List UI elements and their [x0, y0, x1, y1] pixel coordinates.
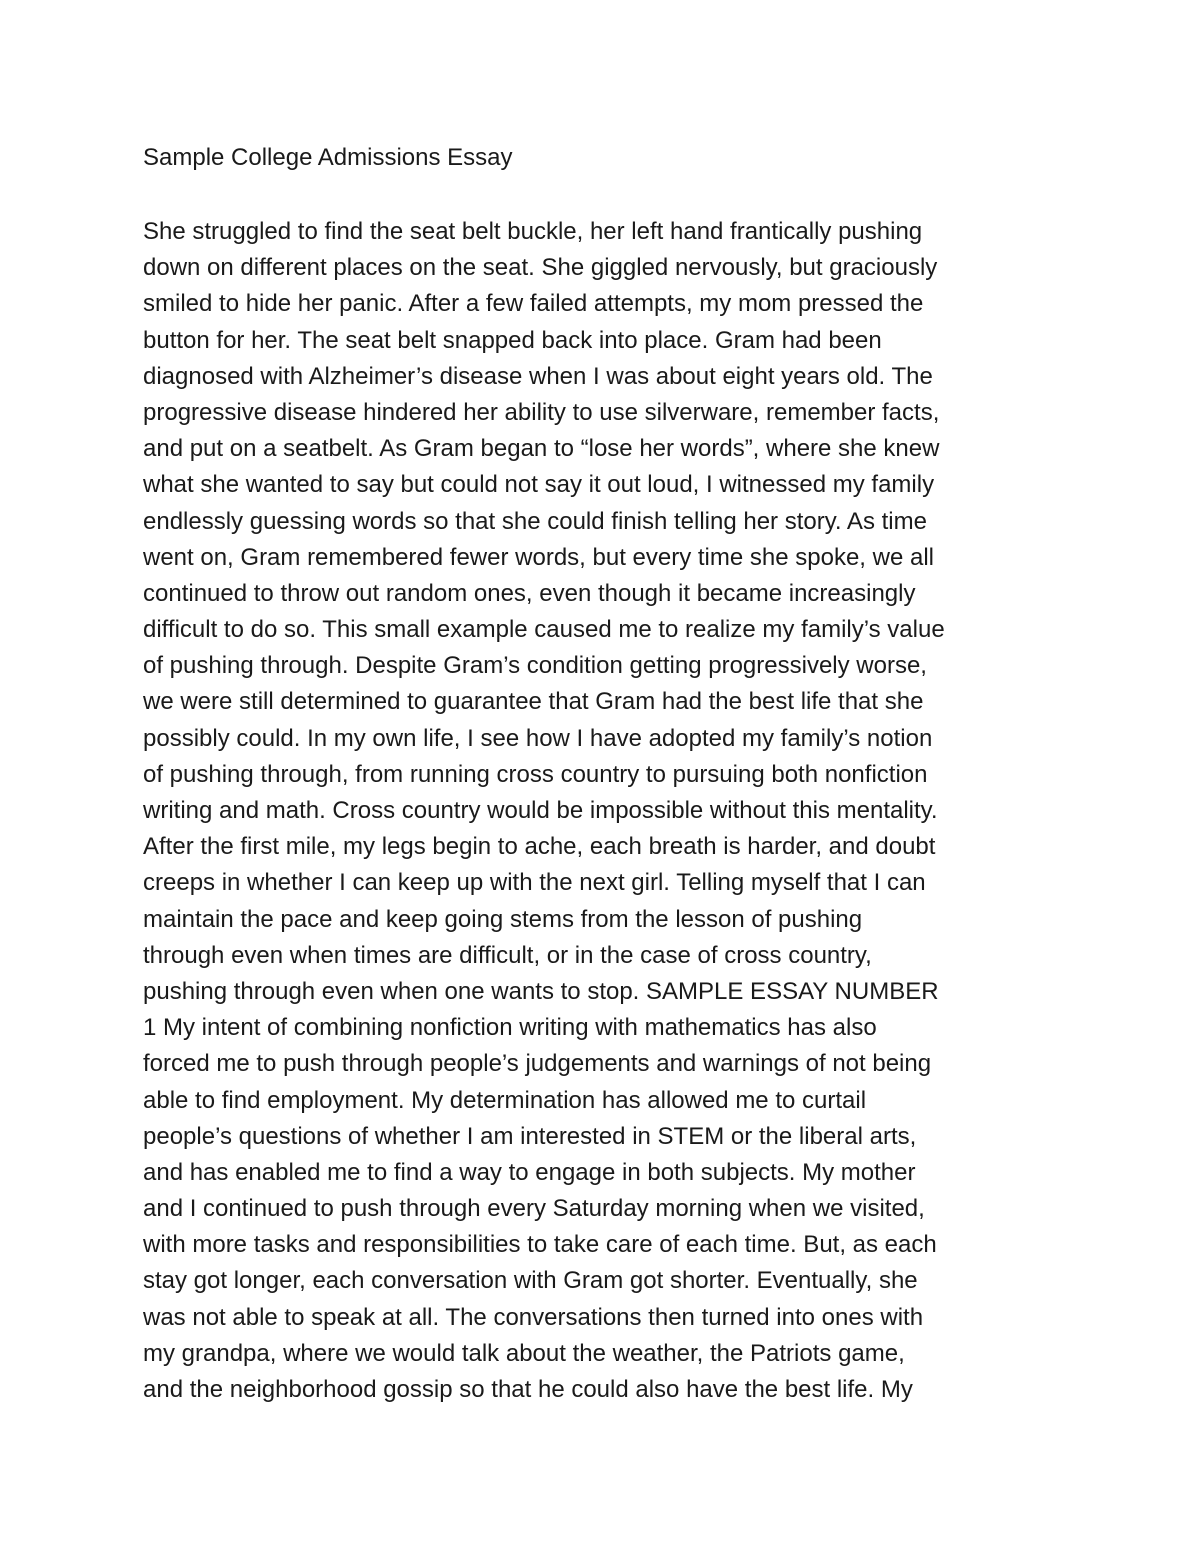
essay-line: forced me to push through people’s judgements and warnings of not being [143, 1050, 932, 1078]
essay-line: progressive disease hindered her ability to use silverware, remember facts, [143, 398, 940, 426]
essay-line: was not able to speak at all. The conversations then turned into ones with [143, 1303, 924, 1331]
essay-line: and has enabled me to find a way to engage in both subjects. My mother [143, 1158, 916, 1186]
essay-line: maintain the pace and keep going stems from the lesson of pushing [143, 905, 863, 933]
essay-line: of pushing through. Despite Gram’s condition getting progressively worse, [143, 652, 927, 680]
essay-line: went on, Gram remembered fewer words, but every time she spoke, we all [143, 543, 934, 571]
essay-line: pushing through even when one wants to stop. SAMPLE ESSAY NUMBER [143, 977, 939, 1005]
essay-line: button for her. The seat belt snapped back into place. Gram had been [143, 326, 882, 354]
essay-body [143, 214, 1103, 1408]
essay-line: She struggled to find the seat belt buckle, her left hand frantically pushing [143, 218, 923, 245]
essay-line: able to find employment. My determination has allowed me to curtail [143, 1086, 867, 1114]
essay-line: my grandpa, where we would talk about the weather, the Patriots game, [143, 1339, 905, 1367]
essay-line: what she wanted to say but could not say it out loud, I witnessed my family [143, 471, 935, 499]
essay-line: difficult to do so. This small example caused me to realize my family’s value [143, 616, 945, 644]
essay-line: and the neighborhood gossip so that he could also have the best life. My [143, 1376, 913, 1403]
essay-line: down on different places on the seat. She giggled nervously, but graciously [143, 254, 938, 282]
essay-line: After the first mile, my legs begin to ache, each breath is harder, and doubt [143, 833, 936, 861]
essay-line: smiled to hide her panic. After a few failed attempts, my mom pressed the [143, 290, 924, 318]
essay-line: continued to throw out random ones, even though it became increasingly [143, 579, 916, 607]
essay-line: with more tasks and responsibilities to take care of each time. But, as each [143, 1231, 937, 1259]
essay-line: 1 My intent of combining nonfiction writing with mathematics has also [143, 1014, 877, 1042]
page-title: Sample College Admissions Essay [143, 144, 513, 171]
essay-line: and put on a seatbelt. As Gram began to “lose her words”, where she knew [143, 435, 940, 463]
essay-line: possibly could. In my own life, I see how I have adopted my family’s notion [143, 724, 933, 752]
essay-line: through even when times are difficult, or in the case of cross country, [143, 941, 872, 969]
essay-line: of pushing through, from running cross country to pursuing both nonfiction [143, 760, 928, 788]
essay-line: and I continued to push through every Saturday morning when we visited, [143, 1195, 925, 1223]
essay-line: we were still determined to guarantee that Gram had the best life that she [143, 688, 924, 716]
essay-line: stay got longer, each conversation with Gram got shorter. Eventually, she [143, 1267, 918, 1295]
essay-line: endlessly guessing words so that she could finish telling her story. As time [143, 507, 927, 535]
essay-line: creeps in whether I can keep up with the next girl. Telling myself that I can [143, 869, 926, 897]
essay-line: people’s questions of whether I am interested in STEM or the liberal arts, [143, 1122, 917, 1150]
essay-line: writing and math. Cross country would be impossible without this mentality. [143, 797, 938, 824]
essay-line: diagnosed with Alzheimer’s disease when I was about eight years old. The [143, 362, 933, 390]
